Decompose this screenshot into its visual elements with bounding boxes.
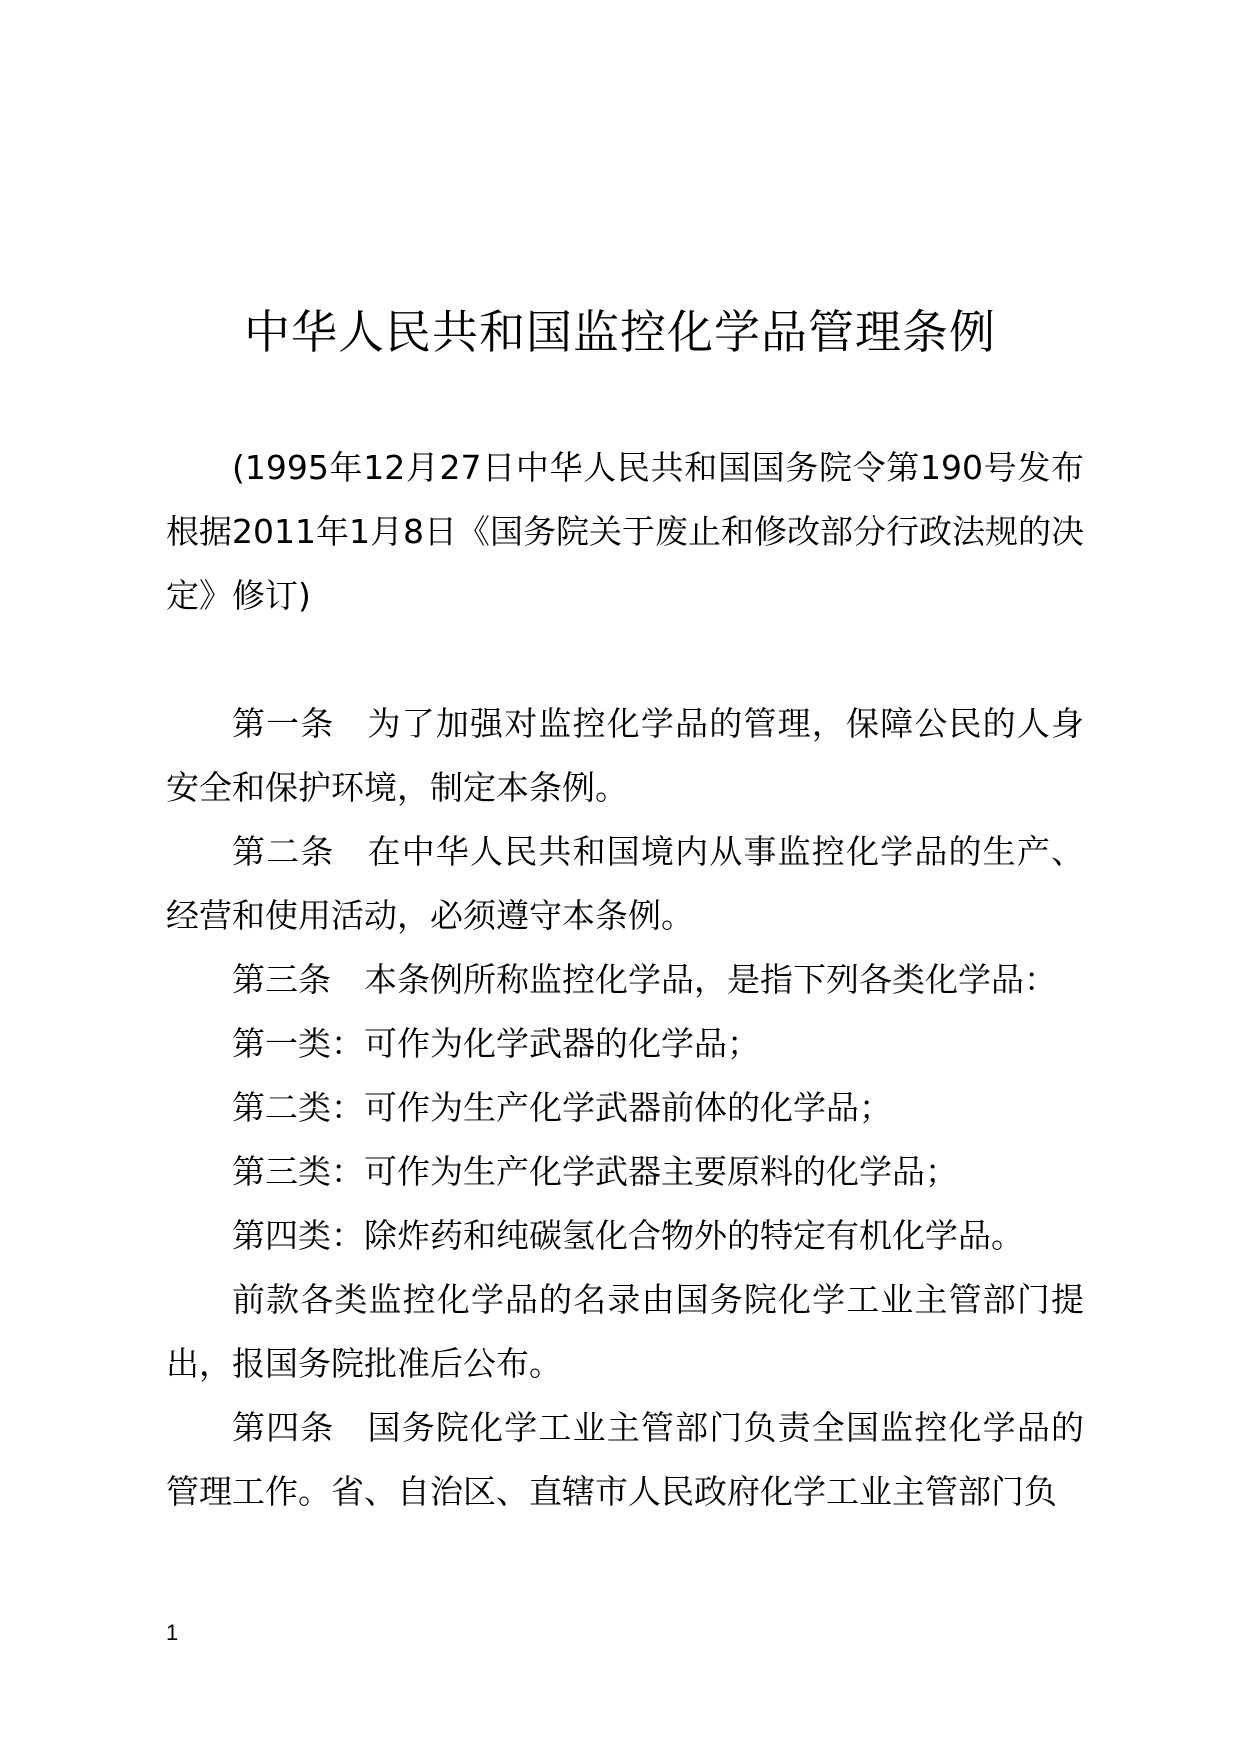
article-1-label: 第一条 [232, 704, 335, 743]
article-1 [166, 692, 1084, 820]
document-body [166, 436, 1084, 1524]
category-1: 第一类：可作为化学武器的化学品； [232, 1024, 760, 1063]
article-3 [166, 948, 1084, 1012]
article-4-label: 第四条 [232, 1408, 335, 1447]
article-3-label: 第三条 [232, 960, 331, 999]
article-4-text: 国务院化学工业主管部门负责全国监控化学品的管理工作。省、自治区、直辖市人民政府化学工业主管部门负 [166, 1408, 1085, 1511]
closing-paragraph: 前款各类监控化学品的名录由国务院化学工业主管部门提出，报国务院批准后公布。 [166, 1280, 1084, 1383]
document-title: 中华人民共和国监控化学品管理条例 [244, 305, 996, 359]
article-2 [166, 820, 1084, 948]
article-1-text: 为了加强对监控化学品的管理，保障公民的人身安全和保护环境，制定本条例。 [166, 704, 1085, 807]
preamble: (1995年12月27日中华人民共和国国务院令第190号发布 根据2011年1月8日《国务院关于废止和修改部分行政法规的决定》修订) [166, 448, 1084, 615]
article-2-text: 在中华人民共和国境内从事监控化学品的生产、经营和使用活动，必须遵守本条例。 [166, 832, 1085, 935]
page-number: 1 [166, 1620, 179, 1645]
category-2: 第二类：可作为生产化学武器前体的化学品； [232, 1088, 892, 1127]
article-2-label: 第二条 [232, 832, 335, 871]
category-4: 第四类：除炸药和纯碳氢化合物外的特定有机化学品。 [232, 1216, 1024, 1255]
article-3-text: 本条例所称监控化学品，是指下列各类化学品： [364, 960, 1057, 999]
category-3: 第三类：可作为生产化学武器主要原料的化学品； [232, 1152, 958, 1191]
article-4 [166, 1396, 1084, 1524]
